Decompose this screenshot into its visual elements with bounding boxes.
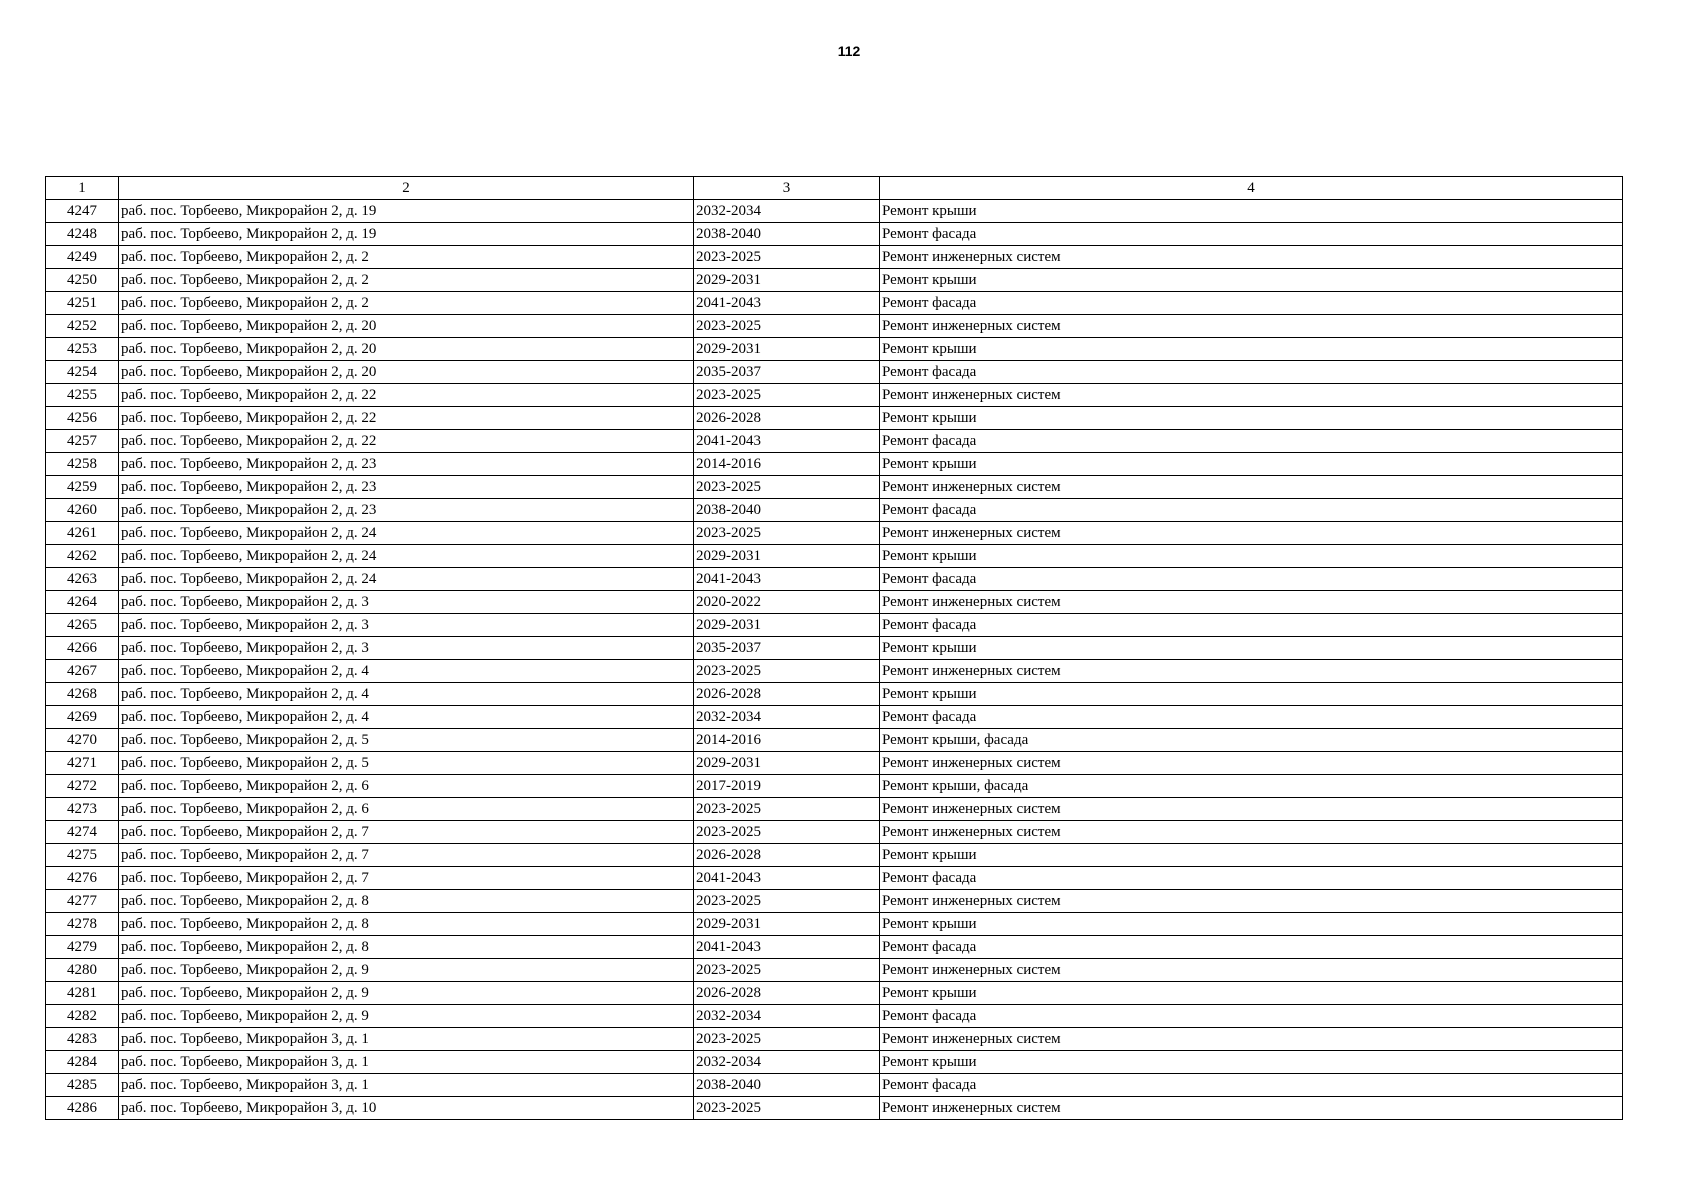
cell-row-number: 4252 — [46, 314, 119, 337]
cell-work-type: Ремонт инженерных систем — [880, 751, 1623, 774]
cell-row-number: 4255 — [46, 383, 119, 406]
cell-period: 2032-2034 — [694, 1050, 880, 1073]
cell-period: 2032-2034 — [694, 705, 880, 728]
table-row — [46, 429, 1623, 452]
page-number: 112 — [837, 43, 861, 59]
cell-period: 2023-2025 — [694, 889, 880, 912]
cell-period: 2035-2037 — [694, 360, 880, 383]
cell-row-number: 4266 — [46, 636, 119, 659]
cell-work-type: Ремонт инженерных систем — [880, 797, 1623, 820]
table-row — [46, 820, 1623, 843]
cell-address: раб. пос. Торбеево, Микрорайон 2, д. 4 — [119, 659, 694, 682]
table-row — [46, 360, 1623, 383]
cell-address: раб. пос. Торбеево, Микрорайон 2, д. 7 — [119, 843, 694, 866]
table-row — [46, 981, 1623, 1004]
table-row — [46, 1050, 1623, 1073]
cell-period: 2029-2031 — [694, 613, 880, 636]
cell-period: 2041-2043 — [694, 429, 880, 452]
cell-period: 2017-2019 — [694, 774, 880, 797]
table-row — [46, 291, 1623, 314]
cell-address: раб. пос. Торбеево, Микрорайон 2, д. 24 — [119, 567, 694, 590]
cell-period: 2023-2025 — [694, 383, 880, 406]
table-row — [46, 866, 1623, 889]
cell-period: 2029-2031 — [694, 337, 880, 360]
table-row — [46, 797, 1623, 820]
cell-work-type: Ремонт крыши — [880, 912, 1623, 935]
cell-work-type: Ремонт инженерных систем — [880, 245, 1623, 268]
table-row — [46, 590, 1623, 613]
cell-address: раб. пос. Торбеево, Микрорайон 2, д. 4 — [119, 682, 694, 705]
cell-work-type: Ремонт инженерных систем — [880, 958, 1623, 981]
table-row — [46, 521, 1623, 544]
table-row — [46, 705, 1623, 728]
cell-work-type: Ремонт крыши, фасада — [880, 774, 1623, 797]
cell-address: раб. пос. Торбеево, Микрорайон 2, д. 7 — [119, 866, 694, 889]
cell-row-number: 4259 — [46, 475, 119, 498]
cell-work-type: Ремонт инженерных систем — [880, 1027, 1623, 1050]
cell-work-type: Ремонт инженерных систем — [880, 475, 1623, 498]
table-row — [46, 475, 1623, 498]
cell-address: раб. пос. Торбеево, Микрорайон 2, д. 24 — [119, 521, 694, 544]
table-row — [46, 314, 1623, 337]
cell-row-number: 4257 — [46, 429, 119, 452]
cell-work-type: Ремонт крыши — [880, 268, 1623, 291]
cell-row-number: 4249 — [46, 245, 119, 268]
cell-row-number: 4261 — [46, 521, 119, 544]
cell-work-type: Ремонт фасада — [880, 613, 1623, 636]
cell-work-type: Ремонт крыши, фасада — [880, 728, 1623, 751]
cell-period: 2026-2028 — [694, 843, 880, 866]
cell-period: 2032-2034 — [694, 199, 880, 222]
cell-address: раб. пос. Торбеево, Микрорайон 3, д. 10 — [119, 1096, 694, 1119]
cell-period: 2023-2025 — [694, 797, 880, 820]
cell-period: 2035-2037 — [694, 636, 880, 659]
cell-row-number: 4282 — [46, 1004, 119, 1027]
cell-row-number: 4285 — [46, 1073, 119, 1096]
cell-work-type: Ремонт инженерных систем — [880, 590, 1623, 613]
table-row — [46, 222, 1623, 245]
table-row — [46, 774, 1623, 797]
cell-address: раб. пос. Торбеево, Микрорайон 2, д. 5 — [119, 728, 694, 751]
cell-row-number: 4283 — [46, 1027, 119, 1050]
cell-address: раб. пос. Торбеево, Микрорайон 2, д. 23 — [119, 498, 694, 521]
cell-address: раб. пос. Торбеево, Микрорайон 2, д. 23 — [119, 475, 694, 498]
table-row — [46, 682, 1623, 705]
cell-row-number: 4272 — [46, 774, 119, 797]
cell-row-number: 4258 — [46, 452, 119, 475]
cell-row-number: 4253 — [46, 337, 119, 360]
cell-address: раб. пос. Торбеево, Микрорайон 2, д. 24 — [119, 544, 694, 567]
cell-period: 2032-2034 — [694, 1004, 880, 1027]
cell-address: раб. пос. Торбеево, Микрорайон 2, д. 7 — [119, 820, 694, 843]
cell-address: раб. пос. Торбеево, Микрорайон 2, д. 5 — [119, 751, 694, 774]
cell-row-number: 4260 — [46, 498, 119, 521]
cell-address: раб. пос. Торбеево, Микрорайон 2, д. 22 — [119, 406, 694, 429]
cell-work-type: Ремонт крыши — [880, 544, 1623, 567]
cell-work-type: Ремонт крыши — [880, 1050, 1623, 1073]
cell-address: раб. пос. Торбеево, Микрорайон 2, д. 2 — [119, 268, 694, 291]
table-row — [46, 1073, 1623, 1096]
cell-work-type: Ремонт крыши — [880, 636, 1623, 659]
cell-work-type: Ремонт фасада — [880, 866, 1623, 889]
table-row — [46, 498, 1623, 521]
cell-period: 2041-2043 — [694, 866, 880, 889]
cell-period: 2023-2025 — [694, 245, 880, 268]
column-header-3: 3 — [694, 177, 880, 200]
cell-address: раб. пос. Торбеево, Микрорайон 2, д. 8 — [119, 935, 694, 958]
table-header-row — [46, 177, 1623, 200]
cell-period: 2038-2040 — [694, 222, 880, 245]
cell-period: 2023-2025 — [694, 1096, 880, 1119]
cell-address: раб. пос. Торбеево, Микрорайон 2, д. 23 — [119, 452, 694, 475]
cell-address: раб. пос. Торбеево, Микрорайон 3, д. 1 — [119, 1073, 694, 1096]
cell-row-number: 4248 — [46, 222, 119, 245]
cell-address: раб. пос. Торбеево, Микрорайон 2, д. 2 — [119, 245, 694, 268]
cell-row-number: 4268 — [46, 682, 119, 705]
cell-period: 2020-2022 — [694, 590, 880, 613]
cell-period: 2029-2031 — [694, 544, 880, 567]
cell-work-type: Ремонт фасада — [880, 498, 1623, 521]
table-row — [46, 751, 1623, 774]
cell-work-type: Ремонт крыши — [880, 199, 1623, 222]
cell-address: раб. пос. Торбеево, Микрорайон 2, д. 8 — [119, 912, 694, 935]
cell-period: 2023-2025 — [694, 659, 880, 682]
cell-period: 2023-2025 — [694, 521, 880, 544]
cell-row-number: 4267 — [46, 659, 119, 682]
column-header-1: 1 — [46, 177, 119, 200]
cell-row-number: 4247 — [46, 199, 119, 222]
cell-work-type: Ремонт крыши — [880, 452, 1623, 475]
cell-work-type: Ремонт инженерных систем — [880, 521, 1623, 544]
cell-work-type: Ремонт фасада — [880, 1073, 1623, 1096]
cell-work-type: Ремонт крыши — [880, 843, 1623, 866]
cell-work-type: Ремонт крыши — [880, 337, 1623, 360]
cell-period: 2041-2043 — [694, 567, 880, 590]
cell-period: 2029-2031 — [694, 268, 880, 291]
cell-period: 2038-2040 — [694, 498, 880, 521]
cell-row-number: 4281 — [46, 981, 119, 1004]
table-row — [46, 935, 1623, 958]
column-header-2: 2 — [119, 177, 694, 200]
cell-row-number: 4284 — [46, 1050, 119, 1073]
cell-address: раб. пос. Торбеево, Микрорайон 2, д. 8 — [119, 889, 694, 912]
cell-address: раб. пос. Торбеево, Микрорайон 2, д. 22 — [119, 429, 694, 452]
cell-row-number: 4264 — [46, 590, 119, 613]
cell-work-type: Ремонт инженерных систем — [880, 314, 1623, 337]
cell-row-number: 4256 — [46, 406, 119, 429]
cell-address: раб. пос. Торбеево, Микрорайон 2, д. 3 — [119, 590, 694, 613]
cell-address: раб. пос. Торбеево, Микрорайон 2, д. 3 — [119, 636, 694, 659]
cell-row-number: 4277 — [46, 889, 119, 912]
cell-period: 2023-2025 — [694, 475, 880, 498]
cell-row-number: 4254 — [46, 360, 119, 383]
cell-period: 2023-2025 — [694, 958, 880, 981]
cell-address: раб. пос. Торбеево, Микрорайон 2, д. 6 — [119, 774, 694, 797]
table-row — [46, 659, 1623, 682]
table-row — [46, 1004, 1623, 1027]
cell-period: 2041-2043 — [694, 291, 880, 314]
cell-address: раб. пос. Торбеево, Микрорайон 2, д. 19 — [119, 199, 694, 222]
cell-row-number: 4270 — [46, 728, 119, 751]
cell-address: раб. пос. Торбеево, Микрорайон 2, д. 6 — [119, 797, 694, 820]
cell-address: раб. пос. Торбеево, Микрорайон 2, д. 20 — [119, 360, 694, 383]
cell-work-type: Ремонт фасада — [880, 360, 1623, 383]
cell-work-type: Ремонт инженерных систем — [880, 659, 1623, 682]
table-row — [46, 728, 1623, 751]
cell-work-type: Ремонт крыши — [880, 682, 1623, 705]
cell-period: 2029-2031 — [694, 912, 880, 935]
cell-address: раб. пос. Торбеево, Микрорайон 2, д. 20 — [119, 337, 694, 360]
cell-work-type: Ремонт фасада — [880, 291, 1623, 314]
cell-row-number: 4274 — [46, 820, 119, 843]
repair-schedule-table — [45, 176, 1623, 1120]
cell-work-type: Ремонт крыши — [880, 406, 1623, 429]
table-row — [46, 1096, 1623, 1119]
table-row — [46, 544, 1623, 567]
cell-row-number: 4278 — [46, 912, 119, 935]
cell-period: 2038-2040 — [694, 1073, 880, 1096]
cell-work-type: Ремонт фасада — [880, 429, 1623, 452]
cell-row-number: 4251 — [46, 291, 119, 314]
cell-address: раб. пос. Торбеево, Микрорайон 2, д. 3 — [119, 613, 694, 636]
table-row — [46, 1027, 1623, 1050]
cell-row-number: 4262 — [46, 544, 119, 567]
table-row — [46, 613, 1623, 636]
cell-period: 2014-2016 — [694, 728, 880, 751]
cell-address: раб. пос. Торбеево, Микрорайон 2, д. 4 — [119, 705, 694, 728]
cell-period: 2029-2031 — [694, 751, 880, 774]
cell-work-type: Ремонт крыши — [880, 981, 1623, 1004]
cell-row-number: 4280 — [46, 958, 119, 981]
table-row — [46, 337, 1623, 360]
cell-address: раб. пос. Торбеево, Микрорайон 2, д. 2 — [119, 291, 694, 314]
cell-row-number: 4286 — [46, 1096, 119, 1119]
cell-period: 2026-2028 — [694, 406, 880, 429]
cell-work-type: Ремонт фасада — [880, 705, 1623, 728]
cell-work-type: Ремонт фасада — [880, 1004, 1623, 1027]
cell-work-type: Ремонт фасада — [880, 567, 1623, 590]
table-row — [46, 958, 1623, 981]
cell-period: 2023-2025 — [694, 820, 880, 843]
table-row — [46, 406, 1623, 429]
table-row — [46, 567, 1623, 590]
table-row — [46, 912, 1623, 935]
cell-work-type: Ремонт фасада — [880, 222, 1623, 245]
cell-work-type: Ремонт инженерных систем — [880, 1096, 1623, 1119]
cell-address: раб. пос. Торбеево, Микрорайон 2, д. 19 — [119, 222, 694, 245]
cell-work-type: Ремонт инженерных систем — [880, 383, 1623, 406]
cell-period: 2026-2028 — [694, 682, 880, 705]
table-row — [46, 199, 1623, 222]
cell-address: раб. пос. Торбеево, Микрорайон 2, д. 9 — [119, 981, 694, 1004]
cell-address: раб. пос. Торбеево, Микрорайон 2, д. 9 — [119, 1004, 694, 1027]
cell-work-type: Ремонт фасада — [880, 935, 1623, 958]
table-body — [46, 199, 1623, 1119]
cell-row-number: 4271 — [46, 751, 119, 774]
cell-row-number: 4279 — [46, 935, 119, 958]
cell-period: 2023-2025 — [694, 314, 880, 337]
table-row — [46, 383, 1623, 406]
cell-work-type: Ремонт инженерных систем — [880, 820, 1623, 843]
column-header-4: 4 — [880, 177, 1623, 200]
table-row — [46, 452, 1623, 475]
cell-period: 2041-2043 — [694, 935, 880, 958]
cell-address: раб. пос. Торбеево, Микрорайон 2, д. 22 — [119, 383, 694, 406]
cell-row-number: 4263 — [46, 567, 119, 590]
cell-period: 2026-2028 — [694, 981, 880, 1004]
table-row — [46, 843, 1623, 866]
cell-row-number: 4265 — [46, 613, 119, 636]
cell-address: раб. пос. Торбеево, Микрорайон 3, д. 1 — [119, 1027, 694, 1050]
cell-address: раб. пос. Торбеево, Микрорайон 2, д. 20 — [119, 314, 694, 337]
cell-row-number: 4269 — [46, 705, 119, 728]
cell-row-number: 4276 — [46, 866, 119, 889]
cell-row-number: 4273 — [46, 797, 119, 820]
cell-work-type: Ремонт инженерных систем — [880, 889, 1623, 912]
table-row — [46, 889, 1623, 912]
cell-period: 2023-2025 — [694, 1027, 880, 1050]
cell-address: раб. пос. Торбеево, Микрорайон 3, д. 1 — [119, 1050, 694, 1073]
cell-row-number: 4275 — [46, 843, 119, 866]
table-row — [46, 636, 1623, 659]
cell-row-number: 4250 — [46, 268, 119, 291]
cell-period: 2014-2016 — [694, 452, 880, 475]
table-row — [46, 268, 1623, 291]
cell-address: раб. пос. Торбеево, Микрорайон 2, д. 9 — [119, 958, 694, 981]
table-row — [46, 245, 1623, 268]
